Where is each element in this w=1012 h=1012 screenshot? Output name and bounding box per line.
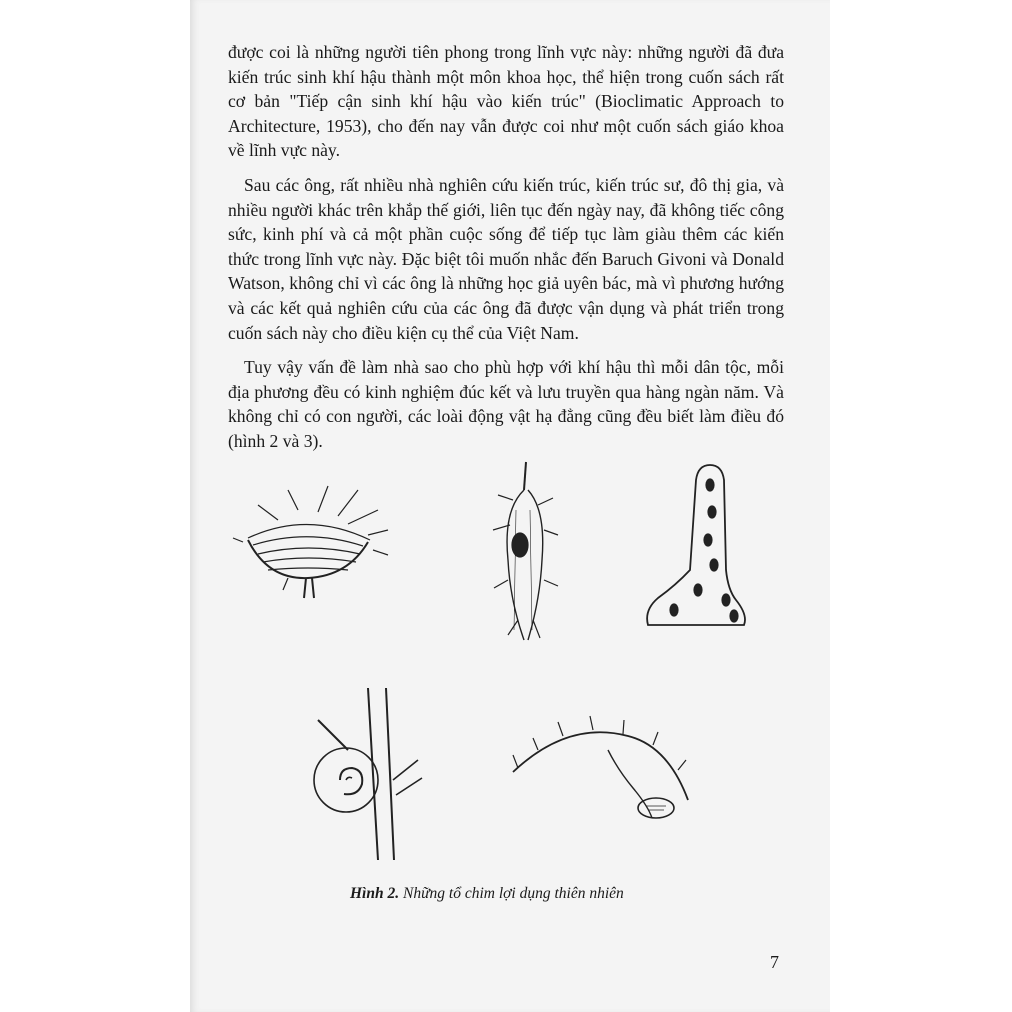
page-number: 7: [770, 952, 779, 972]
figure-2: [228, 450, 788, 870]
figure-label: Hình 2.: [350, 885, 400, 902]
body-text: [228, 40, 784, 464]
hanging-bag-nest-icon: [513, 716, 688, 818]
cup-nest-icon: [233, 486, 388, 598]
paragraph-2: Sau các ông, rất nhiều nhà nghiên cứu kiến trúc, kiến trúc sư, đô thị gia, và nhiều người khác trên khắp thế giới, liên tục đến ngày nay, đã không tiếc công sức, kinh phí và cả một phần cuộc sống để tiếp tục làm giàu thêm các kiến thức trong lĩnh vực này. Đặc biệt tôi muốn nhắc đến Baruch Givoni và Donald Watson, không chỉ vì các ông là những học giả uyên bác, mà vì phương hướng và các kết quả nghiên cứu của các ông đã được vận dụng và phát triển trong cuốn sách này cho điều kiện cụ thể của Việt Nam.: [228, 174, 784, 343]
page-right-margin: [830, 0, 1012, 1012]
paragraph-3: Tuy vậy vấn đề làm nhà sao cho phù hợp với khí hậu thì mỗi dân tộc, mỗi địa phương đều có kinh nghiệm đúc kết và lưu truyền qua hàng ngàn năm. Và không chỉ có con người, các loài động vật hạ đẳng cũng đều biết làm điều đó (hình 2 và 3).: [228, 357, 784, 451]
page-left-margin: [0, 0, 190, 1012]
figure-caption: [350, 885, 624, 903]
branch-ball-nest-icon: [314, 688, 422, 860]
hanging-nest-icon: [493, 462, 558, 640]
paragraph-1: được coi là những người tiên phong trong lĩnh vực này: những người đã đưa kiến trúc sinh khí hậu thành một môn khoa học, thể hiện trong cuốn sách rất cơ bản "Tiếp cận sinh khí hậu vào kiến trúc" (Bioclimatic Approach to Architecture, 1953), cho đến nay vẫn được coi như một cuốn sách giáo khoa về lĩnh vực này.: [228, 42, 784, 161]
termite-tower-nest-icon: [647, 465, 745, 625]
figure-caption-text: Những tổ chim lợi dụng thiên nhiên: [402, 885, 624, 902]
